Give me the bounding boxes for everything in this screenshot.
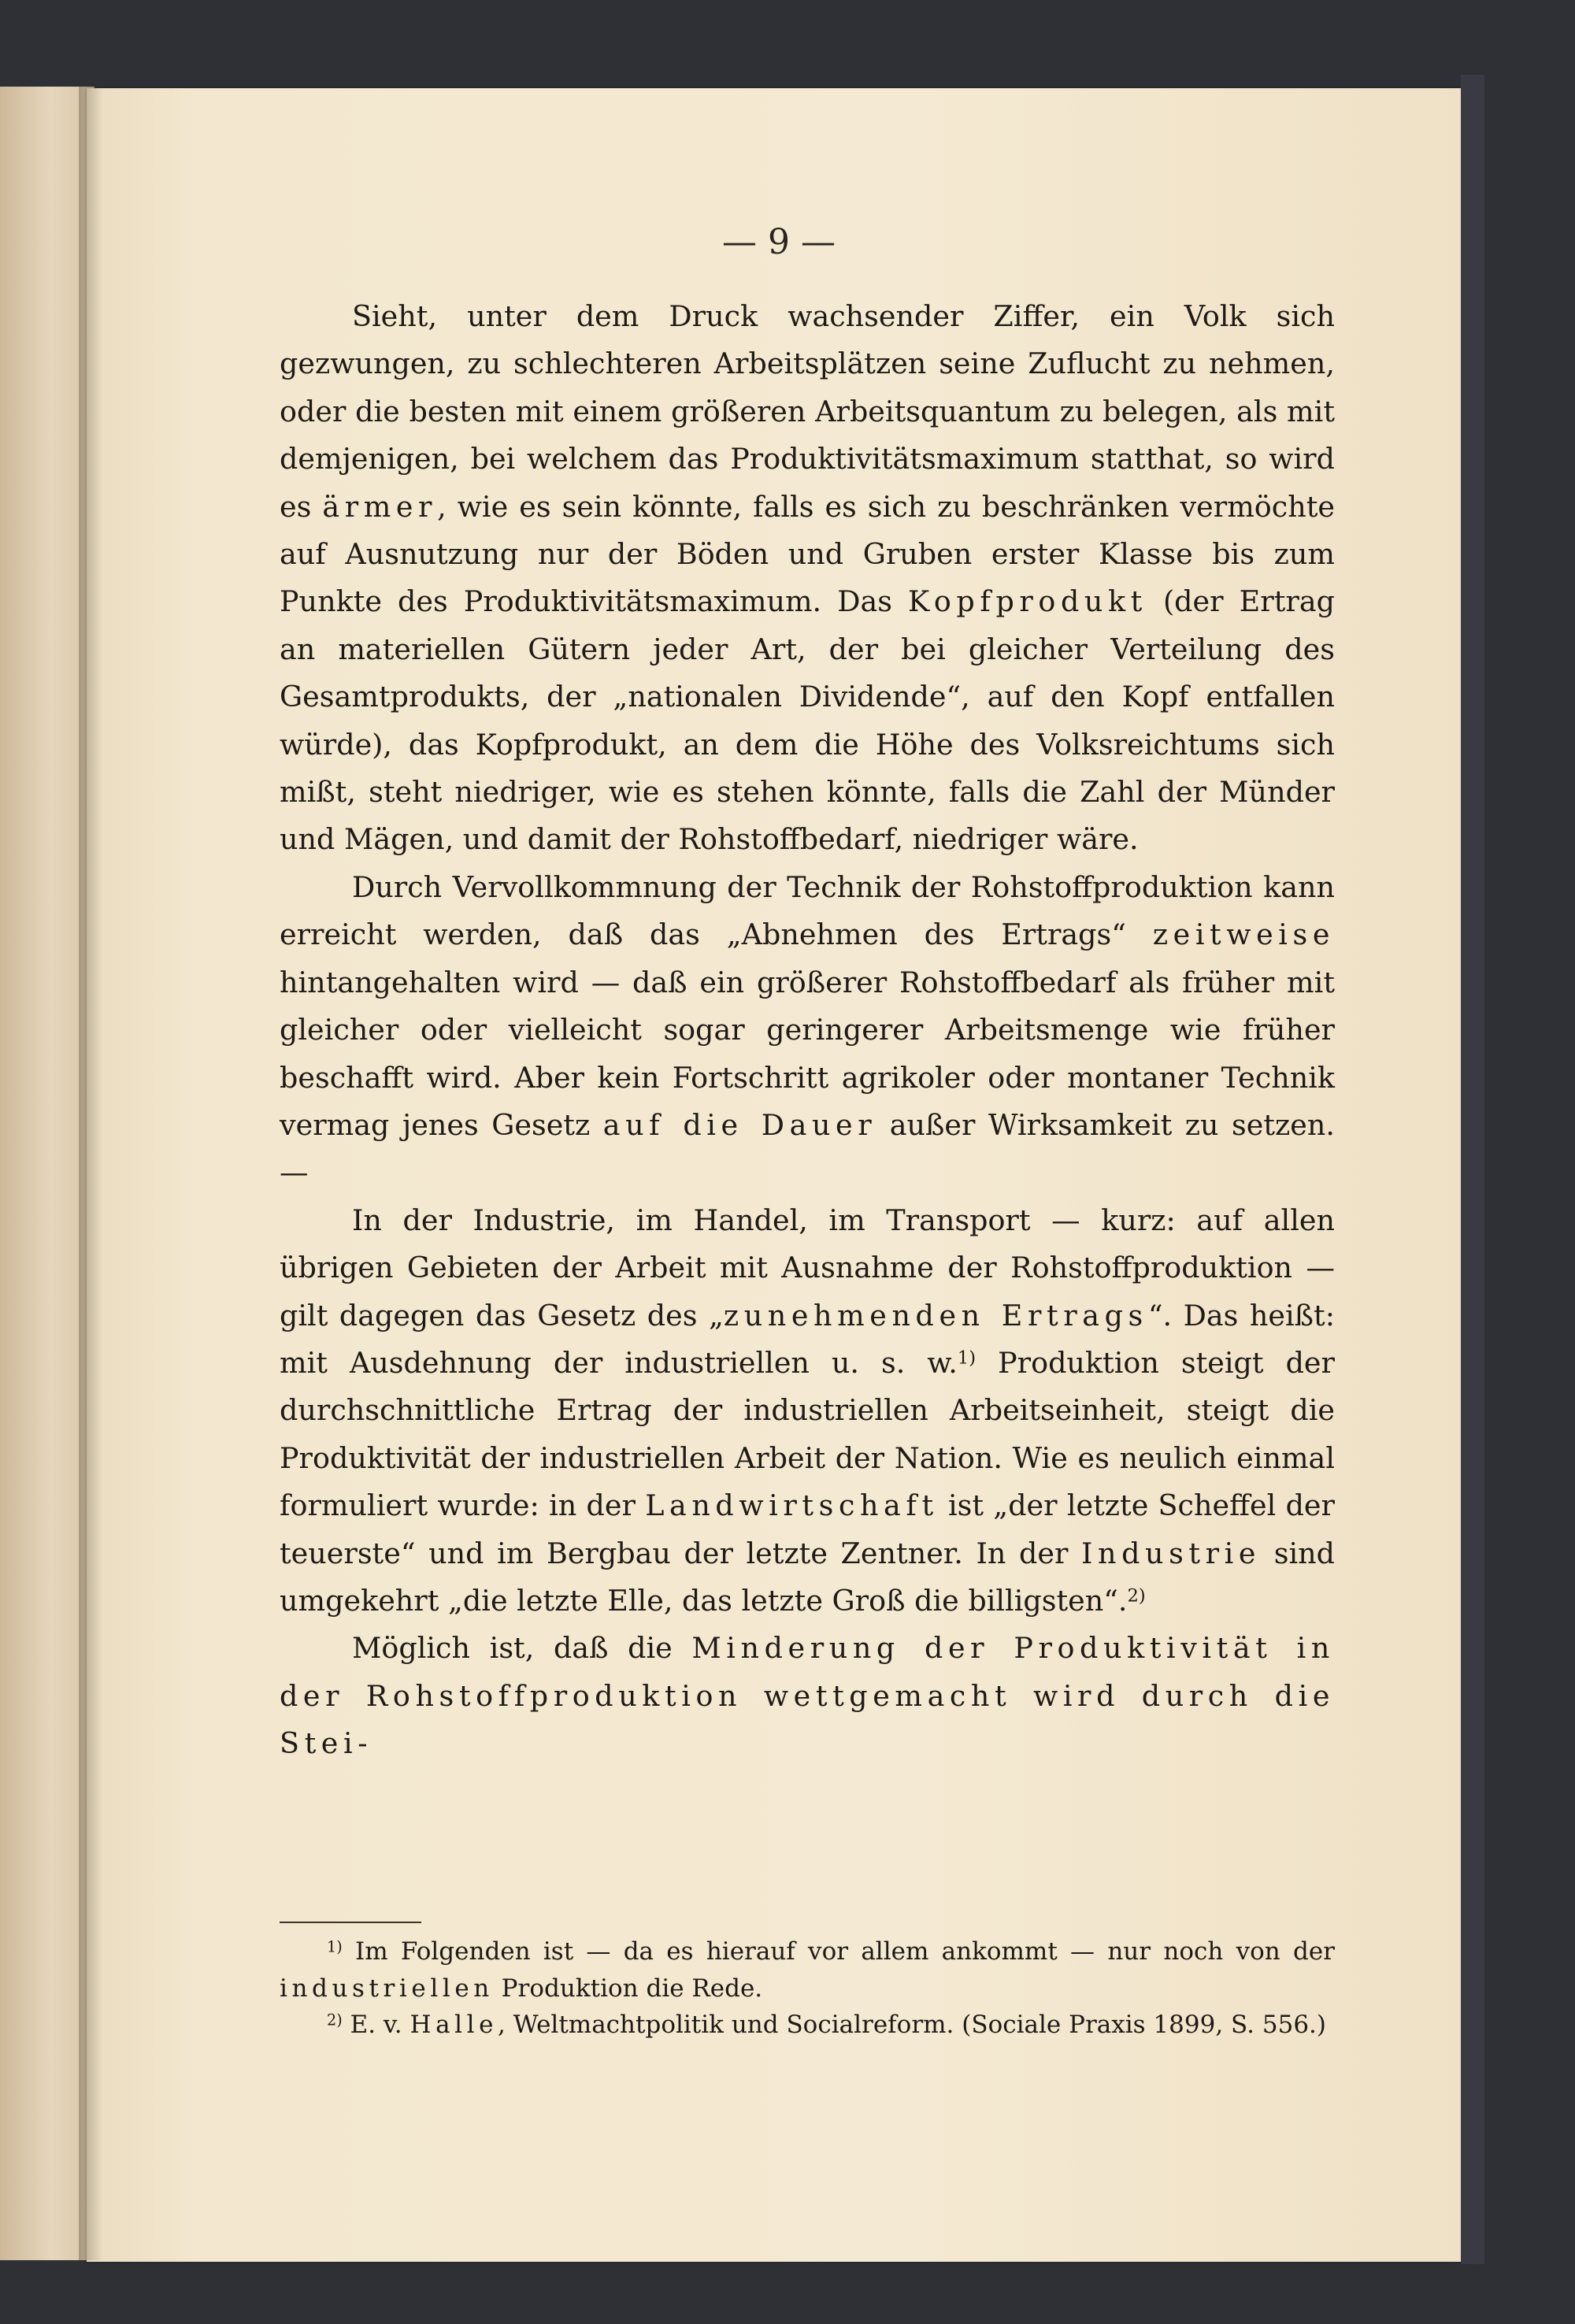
emphasized-text: ärmer: [322, 489, 438, 524]
text-run: Im Folgenden ist — da es hierauf vor allem ankommt — nur noch von der: [342, 1937, 1335, 1966]
gutter-shadow: [79, 87, 102, 2260]
footnote-marker: 2): [327, 2011, 343, 2029]
emphasized-text: industriellen: [280, 1974, 494, 2003]
emphasized-text: Landwirtschaft: [645, 1488, 939, 1523]
page-number: — 9 —: [722, 222, 836, 262]
emphasized-text: Kopfprodukt: [908, 584, 1147, 619]
footnotes: [280, 1933, 1335, 2044]
text-run: außer Wirksamkeit zu setzen. —: [280, 1107, 1335, 1190]
footnote-marker: 1): [957, 1347, 976, 1369]
emphasized-text: Industrie: [1081, 1536, 1262, 1570]
emphasized-text: zeitweise: [1152, 917, 1335, 952]
paragraph: [280, 1625, 1335, 1767]
text-run: Möglich ist, daß die: [352, 1631, 692, 1666]
footnote: [280, 1933, 1335, 2007]
text-run: (der Ertrag an materiellen Gütern jeder Art, der bei gleicher Verteilung des Gesamtprodukts, der „nationalen Dividende“, auf den Kopf entfallen würde), das Kopfprodukt, an dem die Höhe des Volksreichtums sich mißt, steht niedriger, wie es stehen könnte, falls die Zahl der Münder und Mägen, und damit der Rohstoffbedarf, niedriger wäre.: [280, 584, 1335, 857]
text-run: Produktion die Rede.: [493, 1974, 763, 2003]
text-run: , wie es sein könnte, falls es sich zu beschränken vermöchte auf Ausnutzung nur der Böden und Gruben erster Klasse bis zum Punkte des Produktivitätsmaximum. Das: [280, 489, 1335, 619]
main-text: [280, 293, 1335, 1768]
text-run: E. v.: [342, 2011, 410, 2039]
text-run: hintangehalten wird — daß ein größerer Rohstoffbedarf als früher mit gleicher oder vielleicht sogar geringerer Arbeitsmenge wie früher beschafft wird. Aber kein Fortschritt agrikoler oder montaner Technik vermag jenes Gesetz: [280, 965, 1335, 1142]
emphasized-text: Halle: [410, 2011, 498, 2039]
footnote-marker: 1): [327, 1937, 343, 1956]
paragraph: [280, 864, 1335, 1197]
text-run: Produktion steigt der durchschnittliche Ertrag der industriellen Arbeitseinheit, steigt die Produktivität der industriellen Arbeit der Nation. Wie es neulich einmal formuliert wurde: in der: [280, 1345, 1335, 1523]
text-run: In der Industrie, im Handel, im Transport — kurz: auf allen übrigen Gebieten der Arbeit mit Ausnahme der Rohstoffproduktion — gilt dagegen das Gesetz des „: [280, 1203, 1335, 1333]
footnote: [280, 2007, 1335, 2044]
emphasized-text: zunehmenden Ertrags: [723, 1298, 1148, 1333]
text-run: , Weltmachtpolitik und Socialreform. (Sociale Praxis 1899, S. 556.): [498, 2011, 1326, 2039]
cover-edge: [1461, 75, 1484, 2264]
paragraph: [280, 1197, 1335, 1625]
book-page: [87, 88, 1471, 2262]
text-run: ist „der letzte Scheffel der teuerste“ und im Bergbau der letzte Zentner. In der: [280, 1488, 1335, 1570]
footnote-marker: 2): [1127, 1585, 1146, 1607]
paragraph: [280, 293, 1335, 864]
footnote-divider: [280, 1922, 421, 1923]
text-run: Sieht, unter dem Druck wachsender Ziffer, ein Volk sich gezwungen, zu schlechteren Arbeitsplätzen seine Zuflucht zu nehmen, oder die besten mit einem größeren Arbeitsquantum zu belegen, als mit demjenigen, bei welchem das Produktivitätsmaximum statthat, so wird es: [280, 299, 1335, 524]
text-run: Durch Vervollkommnung der Technik der Rohstoffproduktion kann erreicht werden, daß das „Abnehmen des Ertrags“: [280, 869, 1335, 952]
emphasized-text: auf die Dauer: [602, 1107, 877, 1142]
text-run: sind umgekehrt „die letzte Elle, das letzte Groß die billigsten“.: [280, 1536, 1335, 1618]
text-run: “. Das heißt: mit Ausdehnung der industriellen u. s. w.: [280, 1298, 1335, 1380]
emphasized-text: Minderung der Produktivität in der Rohstoffproduktion wettgemacht wird durch die Stei-: [280, 1631, 1335, 1761]
